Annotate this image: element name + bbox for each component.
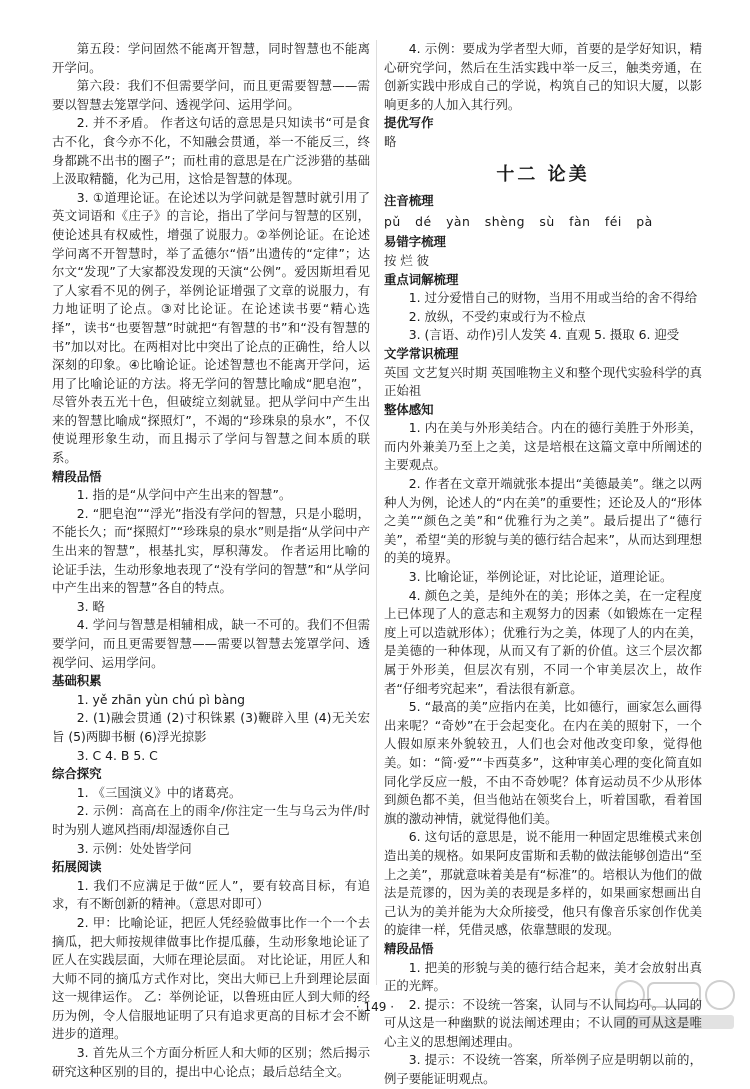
paragraph: 按 烂 彼	[384, 252, 430, 268]
pinyin-line: pǔ dé yàn shèng sù fàn féi pà	[384, 213, 653, 229]
paragraph: 6. 这句话的意思是，说不能用一种固定思维模式来创造出美的规格。如果阿皮雷斯和丢勒的做法能够创造出“至上之美”，那就意味着美是有“标准”的。培根认为他们的做法是荒谬的，因为美的表现是多样的，如果画家想画出自己认为的美并能为大众所接受，他只有像音乐家创作优美的旋律一样，凭借灵感，依靠慧眼的发现。	[384, 829, 702, 938]
section-heading: 注音梳理	[384, 193, 434, 209]
lesson-title: 十二 论美	[496, 163, 590, 185]
section-heading: 基础积累	[52, 673, 102, 689]
paragraph: 第六段：我们不但需要学问，而且更需要智慧——需要以智慧去笼罩学问、透视学问、运用学问。	[52, 78, 370, 112]
paragraph: 1. yě zhān yùn chú pì bàng	[76, 691, 246, 707]
paragraph: 2. “肥皂泡”“浮光”指没有学问的智慧，只是小聪明，不能长久；而“探照灯”“珍珠泉的泉水”则是指“从学问中产生出来的智慧”，根基扎实，厚积薄发。 作者运用比喻的论证手法，生动形象地表现了“没有学问的智慧”和“从学问中产生出来的智慧”各自的特点。	[52, 505, 370, 596]
paragraph: 1. 我们不应满足于做“匠人”，要有较高目标，有追求，有不断创新的精神。（意思对即可）	[52, 877, 370, 912]
section-heading: 整体感知	[384, 401, 434, 417]
watermark-logo	[610, 975, 740, 1035]
section-heading: 综合探究	[52, 766, 102, 782]
section-heading: 文学常识梳理	[384, 345, 459, 361]
paragraph: 3. 比喻论证，举例论证，对比论证，道理论证。	[408, 569, 673, 585]
section-heading: 精段品悟	[52, 468, 102, 484]
paragraph: 2. 并不矛盾。 作者这句话的意思是只知读书“可是食古不化，食今亦不化，不知融会贯通，举一不能反三，终身都跳不出书的圈子”；而杜甫的意思是在广泛涉猎的基础上汲取精髓，化为己用，这恰是智慧的体现。	[52, 115, 370, 187]
paragraph: 4. 示例：要成为学者型大师，首要的是学好知识，精心研究学问，然后在生活实践中举一反三，触类旁通，在创新实践中形成自己的学说，构筑自己的知识大厦，以影响更多的人加入其行列。	[384, 41, 702, 112]
paragraph: 2. 示例：高高在上的雨伞/你注定一生与乌云为伴/时时为别人遮风挡雨/却湿透你自己	[52, 803, 370, 837]
section-heading: 拓展阅读	[52, 859, 102, 875]
paragraph: 3. ①道理论证。在论述以为学问就是智慧时就引用了英文词语和《庄子》的言论，指出了学问与智慧的区别，使论述具有权威性，增强了说服力。②举例论证。在论述学问离不开智慧时，举了孟德尔“悟”出遗传的“定律”；达尔文“发现”了大家都没发现的天演“公例”。爱因斯坦看见了人家看不见的例子，举例论证增强了文章的说服力，有力地证明了论点。③对比论证。在论述读书要“精心选择”，读书“也要智慧”时就把“有智慧的书”和“没有智慧的书”加以对比。在两相对比中突出了论点的正确性，给人以深刻的印象。④比喻论证。论述智慧也不能离开学问，运用了比喻论证的方法。将无学问的智慧比喻成“肥皂泡”，尽管外表五光十色，但破绽立刻就显。把从学问中产生出来的智慧比喻成“探照灯”，不竭的“珍珠泉的泉水”，不仅使说理形象生动，而且揭示了学问与智慧之间本质的联系。	[52, 189, 370, 466]
paragraph: 3. C 4. B 5. C	[76, 747, 158, 763]
paragraph: 3. 示例：处处皆学问	[76, 840, 192, 856]
paragraph: 5. “最高的美”应指内在美，比如德行，画家怎么画得出来呢？“奇妙”在于会起变化。在内在美的照射下，一个人假如原来外貌较丑，人们也会对他改变印象，觉得他美。如：“简·爱”“卡西莫多”，这种审美心理的变化简直如同化学反应一般，不由不奇妙呢？体育运动员不少从形体到颜色都不美，但当他站在领奖台上，听着国歌，看着国旗的激动神情，就觉得他们美。	[384, 699, 702, 826]
left-column	[52, 40, 370, 1081]
right-column	[384, 40, 702, 1089]
section-heading: 重点词解梳理	[384, 271, 459, 287]
paragraph: 1. 指的是“从学问中产生出来的智慧”。	[76, 487, 292, 503]
paragraph: 略	[384, 133, 397, 149]
paragraph: 2. 提示：不设统一答案，认同与不认同均可。认同的可从这是一种幽默的说法阐述理由；不认同的可从这是唯心主义的思想阐述理由。	[384, 996, 702, 1049]
paragraph: 3. (言语、动作)引人发笑 4. 直观 5. 摄取 6. 迎受	[408, 327, 680, 343]
paragraph: 2. 放纵，不受约束或行为不检点	[408, 308, 586, 324]
column-divider	[376, 40, 377, 985]
paragraph: 4. 颜色之美，是纯外在的美；形体之美，在一定程度上已体现了人的意志和主观努力的因素（如锻炼在一定程度上可以造就形体）；优雅行为之美，体现了人的内在美，是美德的一种体现，从而又有了新的价值。这三个层次都属于外形美，但层次有别，不同一个审美层次上，故作者“仔细考究起来”，看法很有新意。	[384, 587, 702, 696]
section-heading: 精段品悟	[384, 940, 434, 956]
section-heading: 易错字梳理	[384, 234, 446, 250]
paragraph: 3. 略	[76, 598, 105, 614]
paragraph: 3. 首先从三个方面分析匠人和大师的区别；然后揭示研究这种区别的目的，提出中心论点；最后总结全文。	[52, 1045, 370, 1079]
paragraph: 2. 作者在文章开端就张本提出“美德最美”。继之以两种人为例，论述人的“内在美”的重要性；还论及人的“形体之美”“颜色之美”和“优雅行为之美”。最后提出了“德行美”，希望“美的形貌与美的德行结合起来”，从而达到理想的美的境界。	[384, 476, 702, 566]
section-heading: 提优写作	[384, 115, 434, 131]
paragraph: 3. 提示：不设统一答案，所举例子应是明朝以前的，例子要能证明观点。	[384, 1052, 702, 1087]
paragraph: 1. 内在美与外形美结合。内在的德行美胜于外形美，而内外兼美乃至上之美，这是培根在这篇文章中所阐述的主要观点。	[384, 420, 702, 473]
paragraph: 1. 《三国演义》中的诸葛亮。	[76, 784, 242, 800]
paragraph: 1. 过分爱惜自己的财物，当用不用或当给的舍不得给	[408, 290, 698, 306]
paragraph: 2. 甲：比喻论证，把匠人凭经验做事比作一个一个去摘瓜，把大师按规律做事比作提瓜藤，生动形象地论证了匠人在实践层面，大师在理论层面。 对比论证，用匠人和大师不同的摘瓜方式作对比，突出大师已上升到理论层面这一规律运作。 乙：举例论证，以鲁班由匠人到大师的经历为例，令人信服地证明了只有追求更高的目标才会不断进步的道理。	[52, 914, 370, 1042]
paragraph: 第五段：学问固然不能离开智慧，同时智慧也不能离开学问。	[52, 41, 370, 75]
paragraph: 1. 把美的形貌与美的德行结合起来，美才会放射出真正的光辉。	[384, 959, 702, 994]
page-number: · 149 ·	[355, 1000, 395, 1014]
paragraph: 4. 学问与智慧是相辅相成，缺一不可的。我们不但需要学问，而且更需要智慧——需要以智慧去笼罩学问、透视学问、运用学问。	[52, 617, 370, 670]
paragraph: 英国 文艺复兴时期 英国唯物主义和整个现代实验科学的真正始祖	[384, 364, 702, 399]
paragraph: 2. (1)融会贯通 (2)寸积铢累 (3)鞭辟入里 (4)无关宏旨 (5)两脚书橱 (6)浮光掠影	[52, 710, 370, 744]
